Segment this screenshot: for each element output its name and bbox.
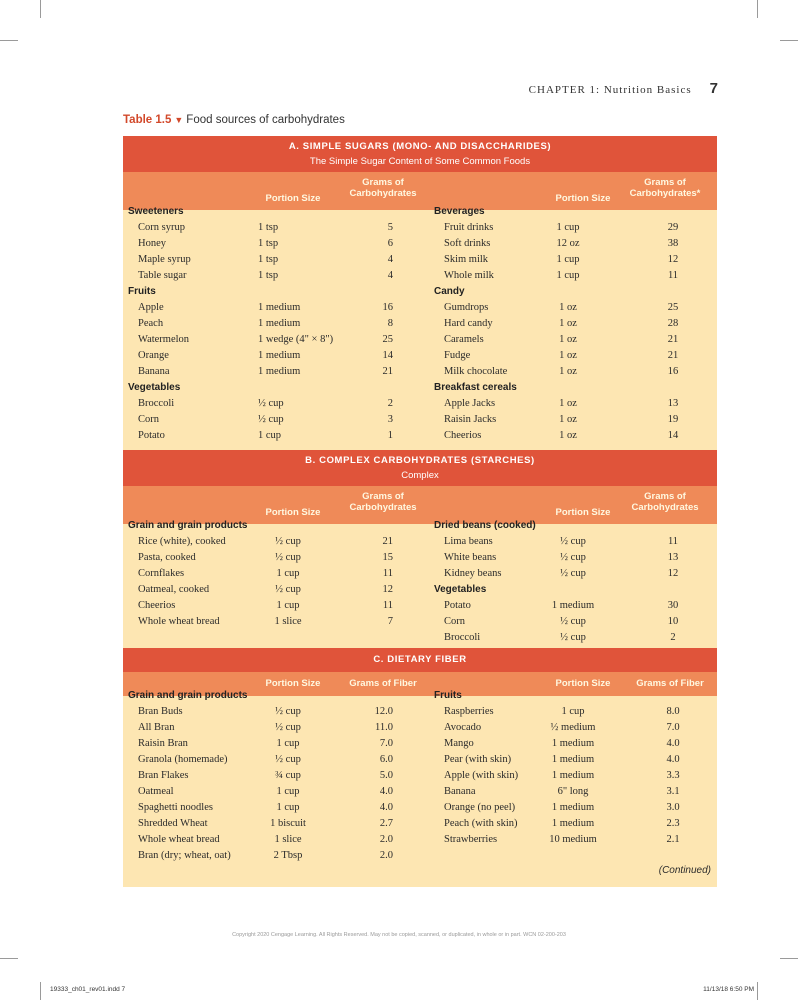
grams-value: 2.3 xyxy=(666,818,680,829)
category-label: Candy xyxy=(434,286,465,297)
portion-size: 10 medium xyxy=(549,834,597,845)
carbohydrate-table xyxy=(123,136,717,887)
food-name: Raspberries xyxy=(444,706,494,717)
grams-value: 21 xyxy=(667,334,679,345)
food-name: Honey xyxy=(138,238,166,249)
food-name: Cheerios xyxy=(138,600,176,611)
portion-size: 1 tsp xyxy=(258,270,279,281)
food-name: Banana xyxy=(138,366,170,377)
grams-value: 19 xyxy=(667,414,679,425)
category-label: Vegetables xyxy=(434,584,487,595)
food-name: Soft drinks xyxy=(444,238,491,249)
portion-size: 6" long xyxy=(557,786,589,797)
food-name: Spaghetti noodles xyxy=(138,802,213,813)
portion-size: 1 cup xyxy=(276,568,300,579)
section-subtitle: Complex xyxy=(401,470,439,481)
grams-value: 30 xyxy=(667,600,679,611)
food-name: Bran Buds xyxy=(138,706,183,717)
portion-size: ½ cup xyxy=(275,552,301,563)
print-timestamp: 11/13/18 6:50 PM xyxy=(703,986,754,993)
category-label: Fruits xyxy=(128,286,156,297)
portion-size: 1 oz xyxy=(559,318,577,329)
grams-value: 8.0 xyxy=(666,706,680,717)
food-name: Broccoli xyxy=(138,398,175,409)
food-name: Raisin Jacks xyxy=(444,414,497,425)
food-name: Gumdrops xyxy=(444,302,489,313)
portion-size: ½ cup xyxy=(275,536,301,547)
portion-size: ½ cup xyxy=(275,706,301,717)
food-name: Fruit drinks xyxy=(444,222,494,233)
section-title: A. SIMPLE SUGARS (MONO- AND DISACCHARIDES) xyxy=(288,141,552,152)
crop-mark xyxy=(780,40,798,41)
food-name: Orange (no peel) xyxy=(444,802,516,813)
food-name: Oatmeal, cooked xyxy=(138,584,210,595)
column-header-row xyxy=(123,486,717,524)
table-title: Food sources of carbohydrates xyxy=(186,114,345,126)
portion-size: 1 medium xyxy=(258,350,301,361)
grams-value: 16 xyxy=(382,302,393,313)
portion-size: 1 medium xyxy=(258,318,301,329)
portion-size: ½ cup xyxy=(258,398,284,409)
grams-value: 4 xyxy=(387,270,393,281)
food-name: Apple Jacks xyxy=(444,398,496,409)
food-name: Rice (white), cooked xyxy=(138,536,226,547)
grams-header: Grams of Fiber xyxy=(636,678,704,689)
section-subtitle: The Simple Sugar Content of Some Common Foods xyxy=(309,156,531,167)
column-header-row xyxy=(123,172,717,210)
grams-value: 11 xyxy=(382,600,393,611)
food-name: Avocado xyxy=(444,722,482,733)
grams-value: 3.0 xyxy=(666,802,680,813)
crop-mark xyxy=(0,40,18,41)
portion-size-header: Portion Size xyxy=(265,678,321,689)
portion-size: 1 medium xyxy=(551,738,595,749)
portion-size: ½ cup xyxy=(275,722,301,733)
food-name: Maple syrup xyxy=(138,254,191,265)
food-name: Table sugar xyxy=(138,270,187,281)
grams-value: 15 xyxy=(382,552,393,563)
food-name: Peach xyxy=(138,318,164,329)
grams-value: 2.1 xyxy=(666,834,680,845)
food-name: White beans xyxy=(444,552,497,563)
portion-size-header: Portion Size xyxy=(265,193,321,204)
portion-size: 1 tsp xyxy=(258,238,279,249)
food-name: Orange xyxy=(138,350,169,361)
portion-size-header: Portion Size xyxy=(265,507,321,518)
food-name: Fudge xyxy=(444,350,471,361)
food-name: Cheerios xyxy=(444,430,482,441)
category-label: Dried beans (cooked) xyxy=(434,520,536,531)
portion-size: 1 medium xyxy=(551,802,595,813)
food-name: Corn xyxy=(138,414,159,425)
food-name: Broccoli xyxy=(444,632,481,643)
grams-value: 12 xyxy=(667,254,679,265)
portion-size: 1 medium xyxy=(551,600,595,611)
grams-value: 5.0 xyxy=(379,770,393,781)
portion-size: 1 medium xyxy=(551,818,595,829)
food-name: Granola (homemade) xyxy=(138,754,228,765)
grams-value: 14 xyxy=(382,350,393,361)
crop-mark xyxy=(757,982,758,1000)
portion-size: ½ cup xyxy=(275,754,301,765)
grams-value: 13 xyxy=(667,552,679,563)
portion-size: 1 cup xyxy=(556,254,580,265)
portion-size: 1 medium xyxy=(258,366,301,377)
food-name: All Bran xyxy=(138,722,175,733)
crop-mark xyxy=(40,0,41,18)
grams-value: 10 xyxy=(667,616,679,627)
grams-value: 4 xyxy=(387,254,393,265)
grams-value: 3 xyxy=(387,414,393,425)
grams-value: 2.0 xyxy=(379,834,393,845)
portion-size: 1 slice xyxy=(274,616,302,627)
grams-value: 7.0 xyxy=(666,722,680,733)
food-name: Bran Flakes xyxy=(138,770,189,781)
food-name: Lima beans xyxy=(444,536,493,547)
section-banner xyxy=(123,136,717,172)
portion-size: 12 oz xyxy=(556,238,580,249)
portion-size: 1 cup xyxy=(276,802,300,813)
food-name: Cornflakes xyxy=(138,568,185,579)
food-name: Potato xyxy=(138,430,165,441)
grams-value: 4.0 xyxy=(379,802,393,813)
food-name: Potato xyxy=(444,600,471,611)
grams-value: 21 xyxy=(382,366,393,377)
food-name: Whole wheat bread xyxy=(138,834,220,845)
grams-value: 3.3 xyxy=(666,770,680,781)
grams-value: 25 xyxy=(382,334,393,345)
food-name: Strawberries xyxy=(444,834,498,845)
portion-size: ½ medium xyxy=(550,722,596,733)
section-banner xyxy=(123,450,717,486)
section-banner xyxy=(123,648,717,672)
portion-size: 1 biscuit xyxy=(270,818,306,829)
grams-header: Grams of Carbohydrates xyxy=(631,491,699,513)
category-label: Beverages xyxy=(434,206,485,217)
grams-value: 2 xyxy=(670,632,676,643)
grams-value: 2 xyxy=(387,398,393,409)
portion-size: 1 oz xyxy=(559,366,577,377)
grams-value: 6 xyxy=(387,238,393,249)
food-name: Caramels xyxy=(444,334,484,345)
section-title: C. DIETARY FIBER xyxy=(373,654,467,665)
portion-size: ½ cup xyxy=(560,632,586,643)
grams-value: 7.0 xyxy=(379,738,393,749)
portion-size: 1 medium xyxy=(551,754,595,765)
food-name: Whole milk xyxy=(444,270,494,281)
grams-value: 1 xyxy=(387,430,393,441)
triangle-down-icon: ▼ xyxy=(174,115,184,125)
grams-header: Grams of Carbohydrates xyxy=(349,491,417,513)
food-name: Pasta, cooked xyxy=(138,552,196,563)
grams-value: 11 xyxy=(382,568,393,579)
portion-size: 1 slice xyxy=(274,834,302,845)
grams-value: 29 xyxy=(667,222,679,233)
category-label: Vegetables xyxy=(128,382,181,393)
portion-size: 1 oz xyxy=(559,350,577,361)
food-name: Whole wheat bread xyxy=(138,616,220,627)
grams-value: 7 xyxy=(387,616,393,627)
grams-header: Grams of Carbohydrates* xyxy=(629,177,701,199)
file-name: 19333_ch01_rev01.indd 7 xyxy=(50,986,126,993)
table-caption xyxy=(123,114,345,126)
portion-size: ½ cup xyxy=(560,536,586,547)
grams-value: 8 xyxy=(387,318,393,329)
grams-value: 3.1 xyxy=(666,786,680,797)
section-title: B. COMPLEX CARBOHYDRATES (STARCHES) xyxy=(305,455,535,466)
food-name: Kidney beans xyxy=(444,568,502,579)
food-name: Oatmeal xyxy=(138,786,174,797)
grams-value: 12 xyxy=(667,568,679,579)
page-number: 7 xyxy=(709,80,718,97)
chapter-title: CHAPTER 1: Nutrition Basics xyxy=(528,84,692,96)
grams-value: 12.0 xyxy=(374,706,393,717)
crop-mark xyxy=(40,982,41,1000)
portion-size: 1 cup xyxy=(556,270,580,281)
portion-size: 1 oz xyxy=(559,414,577,425)
grams-value: 21 xyxy=(667,350,679,361)
food-name: Corn xyxy=(444,616,465,627)
portion-size: 1 oz xyxy=(559,334,577,345)
portion-size-header: Portion Size xyxy=(555,193,611,204)
portion-size: 1 oz xyxy=(559,430,577,441)
grams-value: 4.0 xyxy=(666,738,680,749)
food-name: Hard candy xyxy=(444,318,493,329)
portion-size: ½ cup xyxy=(258,414,284,425)
portion-size: 1 oz xyxy=(559,398,577,409)
portion-size: ½ cup xyxy=(560,568,586,579)
grams-value: 12 xyxy=(382,584,393,595)
grams-value: 6.0 xyxy=(379,754,393,765)
portion-size: ½ cup xyxy=(560,616,586,627)
portion-size: 1 cup xyxy=(276,738,300,749)
grams-value: 11 xyxy=(667,536,679,547)
food-name: Bran (dry; wheat, oat) xyxy=(138,850,231,861)
copyright-notice: Copyright 2020 Cengage Learning. All Rights Reserved. May not be copied, scanned, or duplicated, in whole or in part. WCN 02-200-203 xyxy=(232,932,566,938)
running-header xyxy=(529,80,718,97)
food-name: Mango xyxy=(444,738,474,749)
portion-size: 1 cup xyxy=(556,222,580,233)
portion-size: ¾ cup xyxy=(275,770,301,781)
food-name: Apple xyxy=(138,302,164,313)
grams-value: 28 xyxy=(667,318,679,329)
portion-size: 1 cup xyxy=(561,706,585,717)
food-name: Shredded Wheat xyxy=(138,818,208,829)
food-name: Raisin Bran xyxy=(138,738,188,749)
food-name: Watermelon xyxy=(138,334,190,345)
portion-size-header: Portion Size xyxy=(555,678,611,689)
category-label: Breakfast cereals xyxy=(434,382,517,393)
crop-mark xyxy=(780,958,798,959)
portion-size-header: Portion Size xyxy=(555,507,611,518)
food-name: Milk chocolate xyxy=(444,366,508,377)
portion-size: 1 cup xyxy=(276,786,300,797)
portion-size: ½ cup xyxy=(275,584,301,595)
continued-label: (Continued) xyxy=(658,865,711,876)
grams-value: 5 xyxy=(387,222,393,233)
food-name: Apple (with skin) xyxy=(444,770,519,781)
grams-value: 2.0 xyxy=(379,850,393,861)
table-number: Table 1.5 xyxy=(123,114,172,126)
portion-size: 1 medium xyxy=(258,302,301,313)
portion-size: 1 oz xyxy=(559,302,577,313)
food-name: Corn syrup xyxy=(138,222,185,233)
portion-size: 1 cup xyxy=(258,430,282,441)
portion-size: 1 wedge (4" × 8") xyxy=(258,334,334,345)
category-label: Fruits xyxy=(434,690,462,701)
food-name: Skim milk xyxy=(444,254,489,265)
grams-value: 4.0 xyxy=(666,754,680,765)
category-label: Sweeteners xyxy=(128,206,184,217)
food-name: Banana xyxy=(444,786,476,797)
grams-value: 38 xyxy=(667,238,679,249)
grams-value: 21 xyxy=(382,536,393,547)
crop-mark xyxy=(757,0,758,18)
grams-value: 2.7 xyxy=(379,818,393,829)
crop-mark xyxy=(0,958,18,959)
portion-size: 1 tsp xyxy=(258,254,279,265)
grams-value: 4.0 xyxy=(379,786,393,797)
food-name: Pear (with skin) xyxy=(444,754,512,765)
portion-size: ½ cup xyxy=(560,552,586,563)
grams-value: 25 xyxy=(667,302,679,313)
portion-size: 1 tsp xyxy=(258,222,279,233)
food-name: Peach (with skin) xyxy=(444,818,518,829)
grams-value: 14 xyxy=(667,430,679,441)
category-label: Grain and grain products xyxy=(128,520,248,531)
portion-size: 2 Tbsp xyxy=(273,850,303,861)
grams-value: 16 xyxy=(667,366,679,377)
grams-value: 11.0 xyxy=(375,722,393,733)
grams-value: 11 xyxy=(667,270,679,281)
grams-header: Grams of Fiber xyxy=(349,678,417,689)
portion-size: 1 medium xyxy=(551,770,595,781)
portion-size: 1 cup xyxy=(276,600,300,611)
grams-value: 13 xyxy=(667,398,679,409)
category-label: Grain and grain products xyxy=(128,690,248,701)
grams-header: Grams of Carbohydrates xyxy=(349,177,417,199)
